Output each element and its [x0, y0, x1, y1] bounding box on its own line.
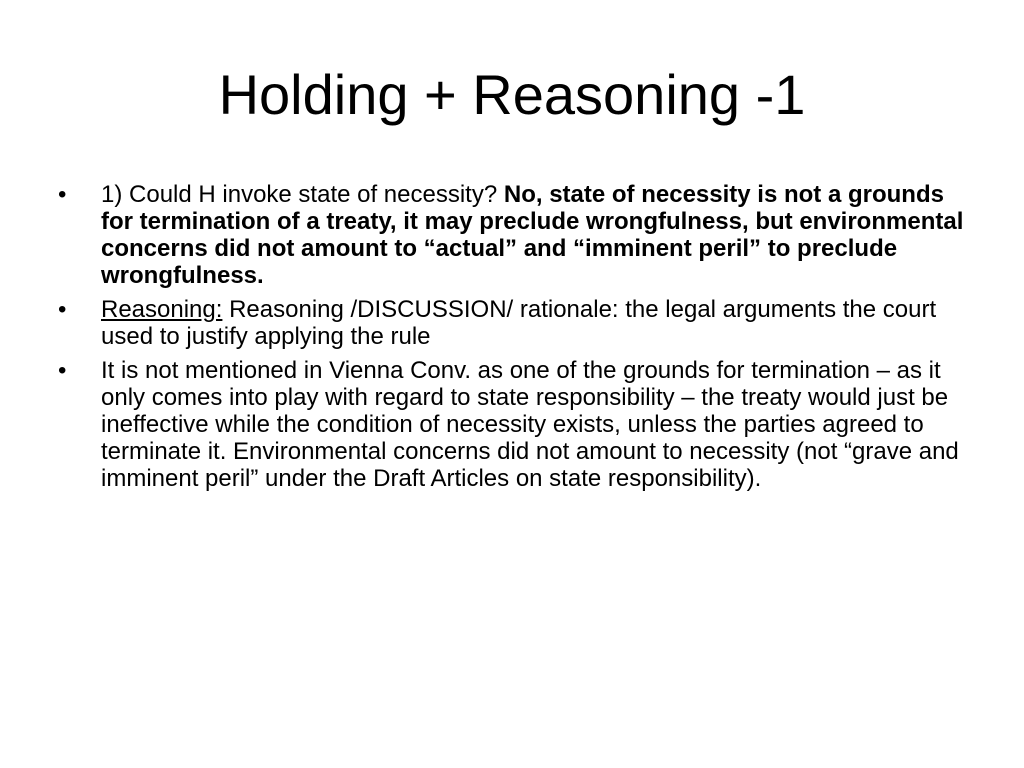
reasoning-definition-text: Reasoning /DISCUSSION/ rationale: the legal arguments the court used to justify applying the rule: [101, 296, 937, 350]
bullet-item-question: [58, 181, 968, 289]
reasoning-label: Reasoning:: [101, 296, 223, 323]
bullet-icon: •: [58, 357, 67, 384]
bullet-item-reasoning-definition: [58, 296, 968, 350]
slide-title: Holding + Reasoning -1: [218, 63, 806, 126]
bullet-item-vienna-convention: [58, 357, 968, 492]
bullet-icon: •: [58, 181, 67, 208]
bullet-answer-text: No, state of necessity is not a grounds for termination of a treaty, it may preclude wrongfulness, but environmental concerns did not amount to “actual” and “imminent peril” to preclude wrongfulness.: [101, 181, 964, 289]
bullet-icon: •: [58, 296, 67, 323]
bullet-question-text: 1) Could H invoke state of necessity?: [101, 181, 504, 208]
vienna-convention-text: It is not mentioned in Vienna Conv. as one of the grounds for termination – as it only comes into play with regard to state responsibility – the treaty would just be ineffective while the condition of necessity exists, unless the parties agreed to terminate it. Environmental concerns did not amount to necessity (not “grave and imminent peril” under the Draft Articles on state responsibility).: [101, 357, 959, 492]
bullet-list: [58, 181, 968, 499]
